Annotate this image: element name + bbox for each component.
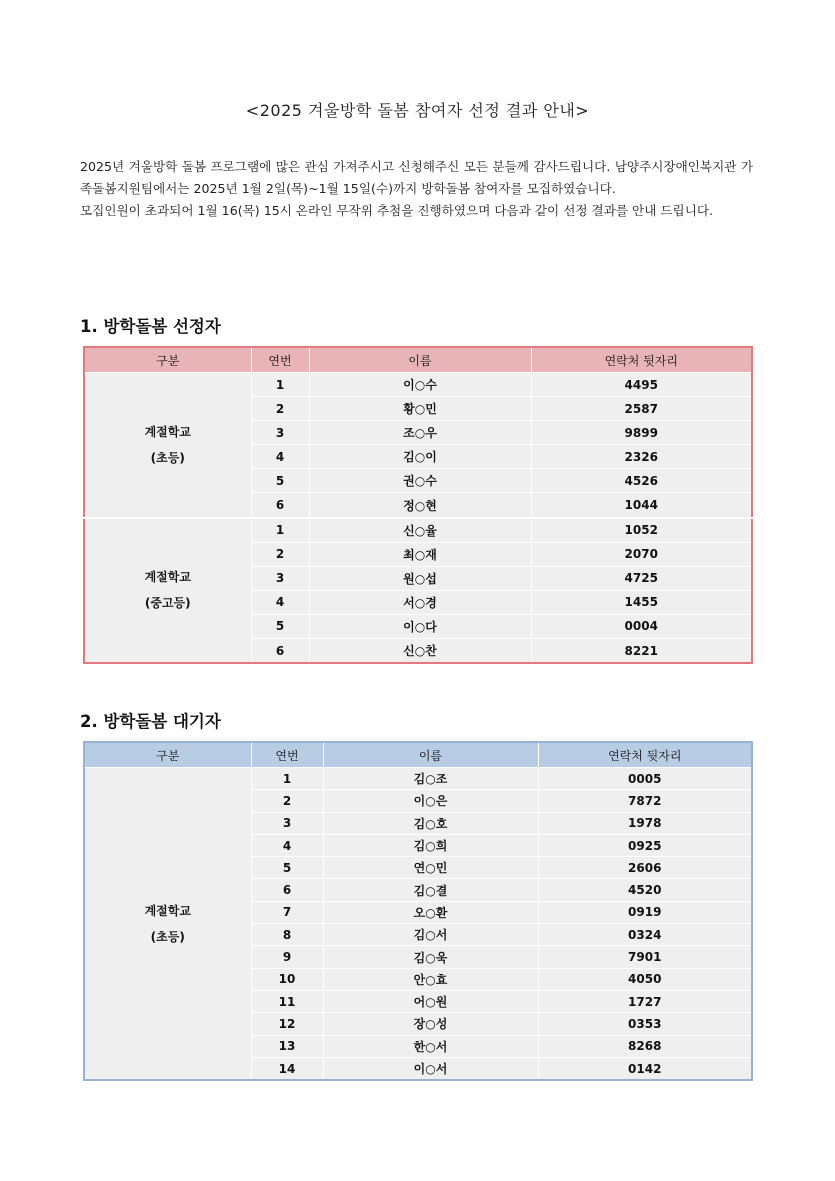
phone-cell: 1455	[531, 590, 752, 614]
category-sublabel: (초등)	[150, 929, 185, 944]
column-header-number: 연번	[251, 742, 323, 768]
name-cell: 김○욱	[323, 946, 538, 968]
number-cell: 1	[251, 768, 323, 790]
name-cell: 서○경	[309, 590, 531, 614]
number-cell: 8	[251, 924, 323, 946]
name-cell: 김○서	[323, 924, 538, 946]
table-header-row	[84, 347, 752, 373]
number-cell: 3	[251, 421, 309, 445]
phone-cell: 0005	[538, 768, 752, 790]
number-cell: 4	[251, 590, 309, 614]
intro-paragraph-1: 2025년 겨울방학 돌봄 프로그램에 많은 관심 가져주시고 신청해주신 모든 분들께 감사드립니다. 남양주시장애인복지관 가족돌봄지원팀에서는 2025년 1월 2일(목)~1월 15일(수)까지 방학돌봄 참여자를 모집하였습니다.	[80, 159, 753, 196]
column-header-category: 구분	[84, 347, 251, 373]
phone-cell: 0142	[538, 1057, 752, 1080]
name-cell: 이○다	[309, 614, 531, 638]
phone-cell: 4520	[538, 879, 752, 901]
column-header-phone: 연락처 뒷자리	[538, 742, 752, 768]
page-title: <2025 겨울방학 돌봄 참여자 선정 결과 안내>	[245, 101, 590, 120]
column-header-phone: 연락처 뒷자리	[531, 347, 752, 373]
category-label: 계절학교	[144, 424, 191, 439]
column-header-name: 이름	[323, 742, 538, 768]
column-header-name: 이름	[309, 347, 531, 373]
number-cell: 3	[251, 566, 309, 590]
phone-cell: 4725	[531, 566, 752, 590]
number-cell: 2	[251, 790, 323, 812]
phone-cell: 4526	[531, 469, 752, 493]
name-cell: 정○현	[309, 493, 531, 518]
phone-cell: 1044	[531, 493, 752, 518]
number-cell: 4	[251, 445, 309, 469]
category-cell	[84, 768, 251, 1081]
number-cell: 6	[251, 639, 309, 664]
name-cell: 김○조	[323, 768, 538, 790]
number-cell: 1	[251, 518, 309, 543]
phone-cell: 2070	[531, 542, 752, 566]
phone-cell: 7901	[538, 946, 752, 968]
number-cell: 12	[251, 1013, 323, 1035]
name-cell: 이○은	[323, 790, 538, 812]
category-sublabel: (초등)	[150, 450, 185, 465]
name-cell: 어○원	[323, 990, 538, 1012]
phone-cell: 8221	[531, 639, 752, 664]
phone-cell: 8268	[538, 1035, 752, 1057]
phone-cell: 9899	[531, 421, 752, 445]
number-cell: 6	[251, 493, 309, 518]
phone-cell: 0925	[538, 834, 752, 856]
number-cell: 5	[251, 469, 309, 493]
phone-cell: 4050	[538, 968, 752, 990]
number-cell: 2	[251, 542, 309, 566]
category-label: 계절학교	[144, 903, 191, 918]
name-cell: 조○우	[309, 421, 531, 445]
category-sublabel: (중고등)	[144, 596, 191, 611]
name-cell: 권○수	[309, 469, 531, 493]
number-cell: 5	[251, 857, 323, 879]
number-cell: 2	[251, 397, 309, 421]
section-heading-selected: 1. 방학돌봄 선정자	[80, 317, 221, 336]
number-cell: 10	[251, 968, 323, 990]
waitlist-table	[83, 741, 753, 1081]
phone-cell: 2587	[531, 397, 752, 421]
name-cell: 신○찬	[309, 639, 531, 664]
category-cell	[84, 373, 251, 518]
category-label: 계절학교	[144, 570, 191, 585]
number-cell: 9	[251, 946, 323, 968]
column-header-category: 구분	[84, 742, 251, 768]
number-cell: 4	[251, 834, 323, 856]
column-header-number: 연번	[251, 347, 309, 373]
phone-cell: 4495	[531, 373, 752, 397]
number-cell: 11	[251, 990, 323, 1012]
name-cell: 이○수	[309, 373, 531, 397]
phone-cell: 1052	[531, 518, 752, 543]
name-cell: 황○민	[309, 397, 531, 421]
section-heading-waitlist: 2. 방학돌봄 대기자	[80, 712, 221, 731]
phone-cell: 7872	[538, 790, 752, 812]
phone-cell: 0353	[538, 1013, 752, 1035]
number-cell: 5	[251, 614, 309, 638]
name-cell: 한○서	[323, 1035, 538, 1057]
number-cell: 6	[251, 879, 323, 901]
phone-cell: 0919	[538, 901, 752, 923]
number-cell: 7	[251, 901, 323, 923]
intro-paragraph-2: 모집인원이 초과되어 1월 16(목) 15시 온라인 무작위 추첨을 진행하였으며 다음과 같이 선정 결과를 안내 드립니다.	[80, 203, 714, 218]
number-cell: 13	[251, 1035, 323, 1057]
name-cell: 이○서	[323, 1057, 538, 1080]
selected-table	[83, 346, 753, 664]
phone-cell: 2606	[538, 857, 752, 879]
number-cell: 14	[251, 1057, 323, 1080]
intro-text	[80, 156, 753, 222]
name-cell: 오○환	[323, 901, 538, 923]
name-cell: 김○희	[323, 834, 538, 856]
table-row	[84, 768, 752, 790]
table-row	[84, 518, 752, 543]
name-cell: 김○호	[323, 812, 538, 834]
category-cell	[84, 518, 251, 664]
table-row	[84, 373, 752, 397]
name-cell: 최○재	[309, 542, 531, 566]
name-cell: 김○결	[323, 879, 538, 901]
table-header-row	[84, 742, 752, 768]
phone-cell: 2326	[531, 445, 752, 469]
name-cell: 장○성	[323, 1013, 538, 1035]
name-cell: 신○율	[309, 518, 531, 543]
phone-cell: 1727	[538, 990, 752, 1012]
phone-cell: 0324	[538, 924, 752, 946]
name-cell: 김○이	[309, 445, 531, 469]
phone-cell: 1978	[538, 812, 752, 834]
name-cell: 원○섭	[309, 566, 531, 590]
number-cell: 3	[251, 812, 323, 834]
name-cell: 안○효	[323, 968, 538, 990]
name-cell: 연○민	[323, 857, 538, 879]
number-cell: 1	[251, 373, 309, 397]
phone-cell: 0004	[531, 614, 752, 638]
